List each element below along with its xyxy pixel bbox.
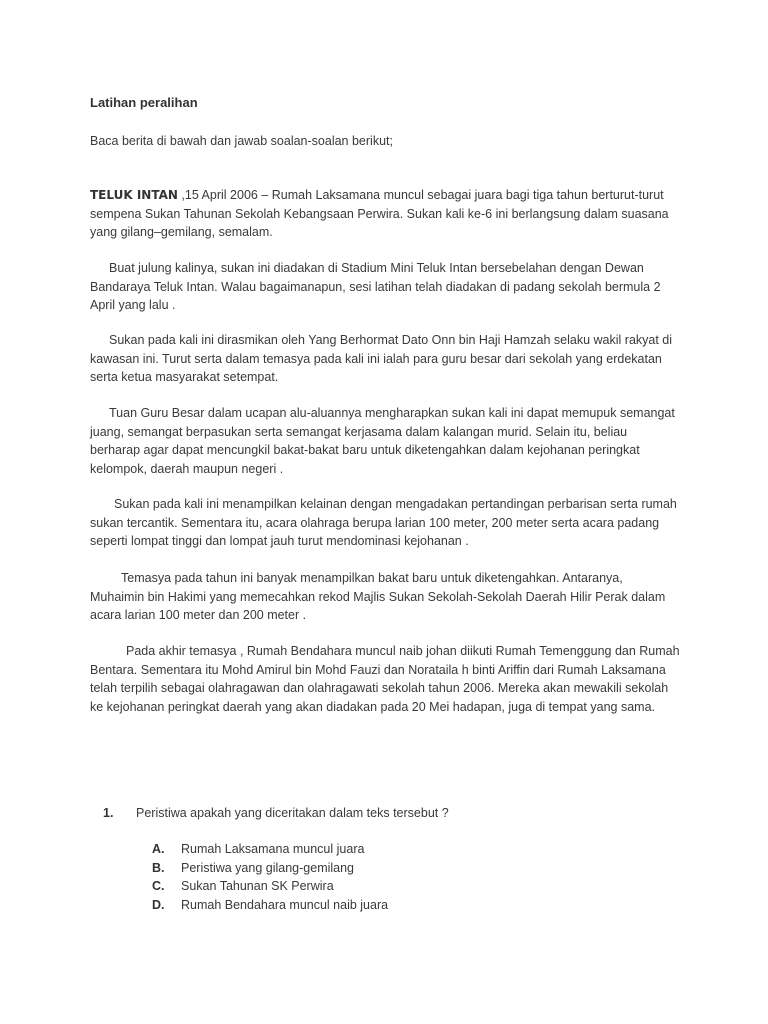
article-dateline: TELUK INTAN xyxy=(90,188,178,202)
option-b-letter: B. xyxy=(152,861,165,875)
article-paragraph-2 xyxy=(90,259,680,315)
option-d-text: Rumah Bendahara muncul naib juara xyxy=(181,898,389,912)
paragraph-5-text: Sukan pada kali ini menampilkan kelainan dengan mengadakan pertandingan perbarisan serta rumah sukan tercantik. Sementara itu, acara olahraga berupa larian 100 meter, 200 meter serta acara padang seperti lompat tinggi dan lompat jauh turut mendominasi kejohanan . xyxy=(90,497,677,548)
option-c-text: Sukan Tahunan SK Perwira xyxy=(181,879,334,893)
article-paragraph-5 xyxy=(90,495,680,551)
document-heading: Latihan peralihan xyxy=(90,95,198,110)
option-a xyxy=(152,842,364,856)
option-c xyxy=(152,879,334,893)
question-text: Peristiwa apakah yang diceritakan dalam teks tersebut ? xyxy=(136,806,449,820)
question-number: 1. xyxy=(103,806,114,820)
paragraph-1-text: ,15 April 2006 – Rumah Laksamana muncul sebagai juara bagi tiga tahun berturut-turut sempena Sukan Tahunan Sekolah Kebangsaan Perwira. Sukan kali ke-6 ini berlangsung dalam suasana yang gilang–gemilang, semalam. xyxy=(90,188,669,239)
option-d xyxy=(152,898,388,912)
article-paragraph-4 xyxy=(90,404,680,478)
option-b-text: Peristiwa yang gilang-gemilang xyxy=(181,861,355,875)
option-c-letter: C. xyxy=(152,879,165,893)
option-b xyxy=(152,861,354,875)
paragraph-4-text: Tuan Guru Besar dalam ucapan alu-aluannya mengharapkan sukan kali ini dapat memupuk semangat juang, semangat berpasukan serta semangat kerjasama dalam kalangan murid. Selain itu, beliau berharap agar dapat mencungkil bakat-bakat baru untuk diketengahkan dalam kejohanan peringkat kelompok, daerah maupun negeri . xyxy=(90,406,675,476)
paragraph-3-text: Sukan pada kali ini dirasmikan oleh Yang Berhormat Dato Onn bin Haji Hamzah selaku wakil rakyat di kawasan ini. Turut serta dalam temasya pada kali ini ialah para guru besar dari sekolah yang erdekatan serta ketua masyarakat setempat. xyxy=(90,333,673,384)
article-paragraph-6 xyxy=(90,569,680,625)
paragraph-6-text: Temasya pada tahun ini banyak menampilkan bakat baru untuk diketengahkan. Antaranya, Muhaimin bin Hakimi yang memecahkan rekod Majlis Sukan Sekolah-Sekolah Daerah Hilir Perak dalam acara larian 100 meter dan 200 meter . xyxy=(90,571,666,622)
instruction-text: Baca berita di bawah dan jawab soalan-soalan berikut; xyxy=(90,134,393,148)
option-a-text: Rumah Laksamana muncul juara xyxy=(181,842,365,856)
option-d-letter: D. xyxy=(152,898,165,912)
article-paragraph-3 xyxy=(90,331,680,387)
paragraph-2-text: Buat julung kalinya, sukan ini diadakan di Stadium Mini Teluk Intan bersebelahan dengan Dewan Bandaraya Teluk Intan. Walau bagaimanapun, sesi latihan telah diadakan di padang sekolah bermula 2 April yang lalu . xyxy=(90,261,661,312)
article-paragraph-1 xyxy=(90,186,680,242)
option-a-letter: A. xyxy=(152,842,165,856)
paragraph-7-text: Pada akhir temasya , Rumah Bendahara muncul naib johan diikuti Rumah Temenggung dan Rumah Bentara. Sementara itu Mohd Amirul bin Mohd Fauzi dan Norataila h binti Ariffin dari Rumah Laksamana telah terpilih sebagai olahragawan dan olahragawati sekolah tahun 2006. Mereka akan mewakili sekolah ke kejohanan peringkat daerah yang akan diadakan pada 20 Mei hadapan, juga di tempat yang sama. xyxy=(90,644,680,714)
article-paragraph-7 xyxy=(90,642,680,716)
